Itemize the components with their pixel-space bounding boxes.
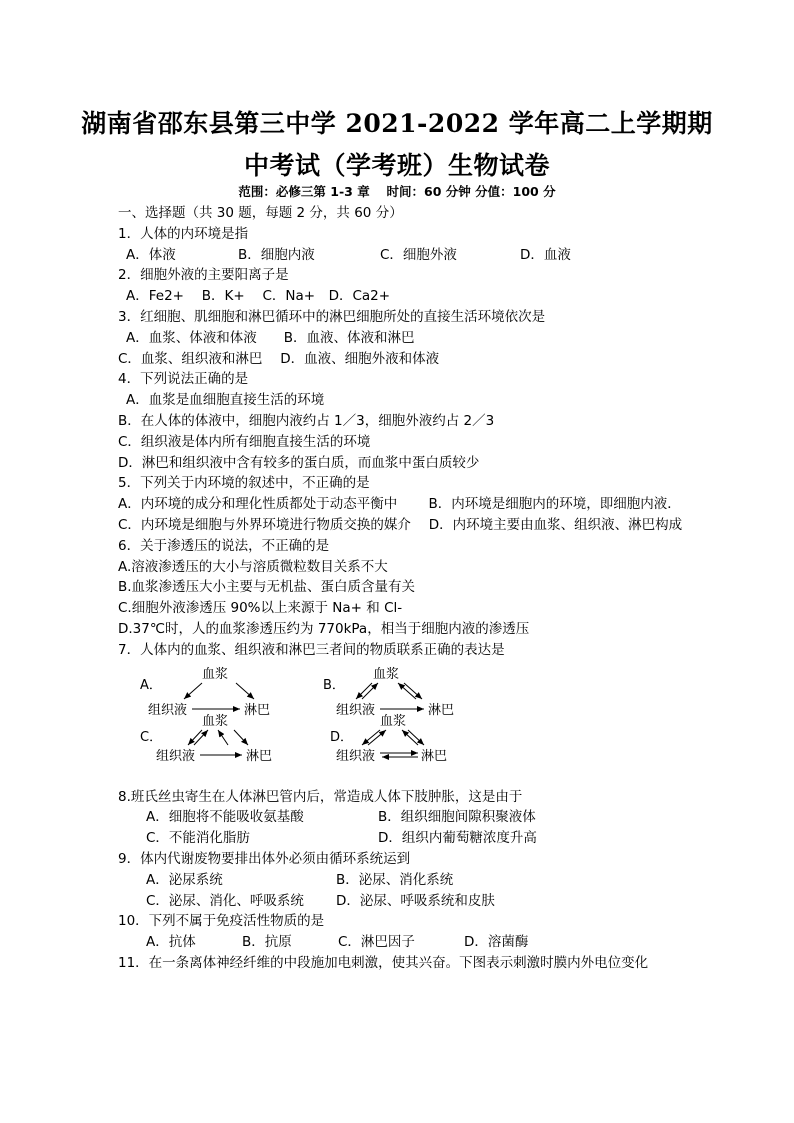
q9-stem: 9．体内代谢废物要排出体外必须由循环系统运到: [118, 850, 411, 867]
q9-option-b: B．泌尿、消化系统: [336, 871, 454, 888]
q8-option-d: D．组织内葡萄糖浓度升高: [378, 830, 537, 847]
q7-b-lymph: 淋巴: [428, 702, 455, 718]
q9-options-ab: [118, 870, 683, 891]
q7-panel-b: [323, 666, 454, 718]
q7-panel-c: [140, 713, 272, 764]
q7-panel-d: [330, 713, 447, 764]
q7-label-b: B．: [323, 677, 345, 693]
q8-stem: 8.班氏丝虫寄生在人体淋巴管内后，常造成人体下肢肿胀，这是由于: [118, 788, 523, 805]
q7-panel-a: [140, 666, 270, 718]
q10-option-a: A．抗体: [146, 934, 196, 951]
q1-option-b: B．细胞内液: [238, 246, 315, 263]
q10-stem: 10．下列不属于免疫活性物质的是: [118, 913, 325, 930]
q4-stem: 4．下列说法正确的是: [118, 371, 249, 388]
q4-option-c: C．组织液是体内所有细胞直接生活的环境: [118, 433, 371, 450]
q11-stem: 11．在一条离体神经纤维的中段施加电刺激，使其兴奋。下图表示刺激时膜内外电位变化: [118, 954, 649, 971]
q8-option-c: C．不能消化脂肪: [146, 830, 250, 847]
exam-title-line2: 中考试（学考班）生物试卷: [243, 151, 550, 180]
q8-option-a: A．细胞将不能吸收氨基酸: [146, 809, 304, 826]
q7-a-plasma: 血浆: [202, 666, 229, 682]
exam-title-line1: 湖南省邵东县第三中学 2021-2022 学年高二上学期期: [81, 109, 713, 138]
q7-a-lymph: 淋巴: [244, 702, 271, 718]
q7-c-plasma: 血浆: [202, 713, 229, 729]
q7-d-plasma: 血浆: [380, 713, 407, 729]
q7-c-tissue: 组织液: [156, 748, 196, 764]
q6-option-b: B.血浆渗透压大小主要与无机盐、蛋白质含量有关: [118, 579, 416, 596]
q5-options-cd: C．内环境是细胞与外界环境进行物质交换的媒介 D．内环境主要由血浆、组织液、淋巴构成: [118, 516, 683, 533]
q6-option-a: A.溶液渗透压的大小与溶质微粒数目关系不大: [118, 558, 388, 575]
q9-options-cd: [118, 891, 683, 912]
q5-options-ab: A．内环境的成分和理化性质都处于动态平衡中 B．内环境是细胞内的环境，即细胞内液．: [118, 496, 681, 513]
q8-options-ab: [118, 807, 683, 828]
q7-d-tissue: 组织液: [336, 748, 376, 764]
q6-stem: 6．关于渗透压的说法，不正确的是: [118, 537, 330, 554]
q7-b-plasma: 血浆: [373, 666, 400, 682]
question-list: [118, 203, 683, 974]
q6-option-d: D.37℃时，人的血浆渗透压约为 770kPa，相当于细胞内液的渗透压: [118, 620, 530, 637]
q10-option-c: C．淋巴因子: [338, 934, 415, 951]
q9-option-c: C．泌尿、消化、呼吸系统: [146, 892, 304, 909]
q7-label-d: D．: [330, 729, 354, 745]
q7-c-lymph: 淋巴: [246, 748, 273, 764]
q5-stem: 5．下列关于内环境的叙述中，不正确的是: [118, 475, 370, 492]
q9-option-a: A．泌尿系统: [146, 871, 223, 888]
q7-diagram-svg: [118, 665, 683, 785]
q7-stem: 7．人体内的血浆、组织液和淋巴三者间的物质联系正确的表达是: [118, 641, 505, 658]
q7-label-c: C．: [140, 729, 163, 745]
q8-options-cd: [118, 828, 683, 849]
q7-b-tissue: 组织液: [336, 702, 376, 718]
exam-info: 范围：必修三第 1-3 章 时间：60 分钟 分值：100 分: [238, 184, 556, 199]
q10-option-d: D．溶菌酶: [464, 934, 529, 951]
q7-a-tissue: 组织液: [148, 702, 188, 718]
q8-option-b: B．组织细胞间隙积聚液体: [378, 809, 536, 826]
q7-d-lymph: 淋巴: [421, 748, 448, 764]
q3-options-ab: A．血浆、体液和体液 B．血液、体液和淋巴: [126, 329, 415, 346]
q10-option-b: B．抗原: [242, 934, 292, 951]
q1-stem: 1．人体的内环境是指: [118, 225, 249, 242]
q2-options: A．Fe2+ B．K+ C．Na+ D．Ca2+: [126, 288, 391, 305]
q6-option-c: C.细胞外液渗透压 90%以上来源于 Na+ 和 Cl-: [118, 600, 403, 617]
q2-stem: 2．细胞外液的主要阳离子是: [118, 267, 289, 284]
q1-option-c: C．细胞外液: [380, 246, 457, 263]
q10-options: [118, 932, 683, 953]
q7-label-a: A．: [140, 677, 162, 693]
q4-option-b: B．在人体的体液中，细胞内液约占 1／3，细胞外液约占 2／3: [118, 412, 495, 429]
q1-options: [118, 245, 683, 266]
q1-option-a: A．体液: [126, 246, 176, 263]
q3-options-cd: C．血浆、组织液和淋巴 D．血液、细胞外液和体液: [118, 350, 440, 367]
q4-option-a: A．血浆是血细胞直接生活的环境: [126, 392, 325, 409]
q9-option-d: D．泌尿、呼吸系统和皮肤: [336, 892, 495, 909]
section-heading: 一、选择题（共 30 题，每题 2 分，共 60 分）: [118, 205, 403, 221]
q3-stem: 3．红细胞、肌细胞和淋巴循环中的淋巴细胞所处的直接生活环境依次是: [118, 308, 546, 325]
q7-diagram: [118, 665, 683, 785]
q4-option-d: D．淋巴和组织液中含有较多的蛋白质，而血浆中蛋白质较少: [118, 454, 480, 471]
q1-option-d: D．血液: [520, 246, 571, 263]
